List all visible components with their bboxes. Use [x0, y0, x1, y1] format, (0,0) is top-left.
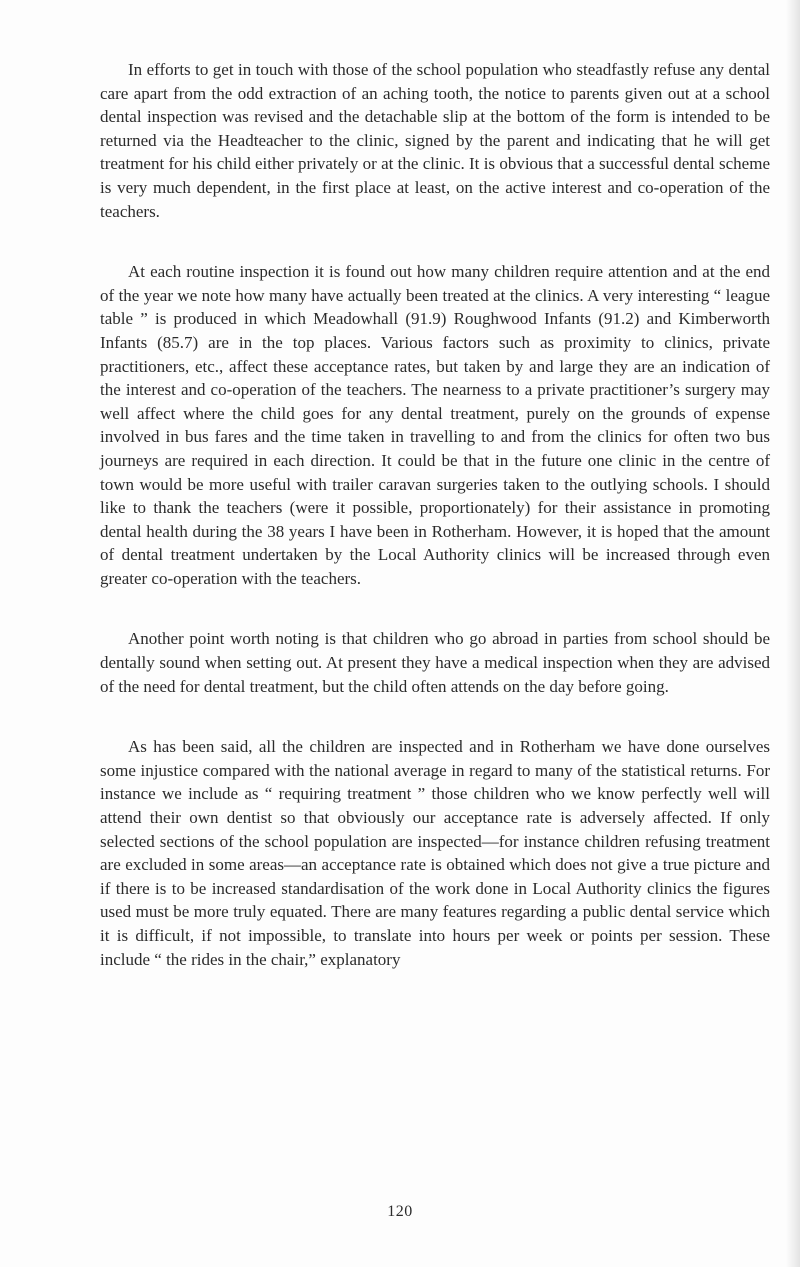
paragraph-statistical-returns: As has been said, all the children are inspected and in Rotherham we have done ourselves some injustice compared with the national average in regard to many of the statistical returns. For instance we include as “ requiring treatment ” those children who we know perfectly well will attend their own dentist so that obviously our acceptance rate is adversely affected. If only selected sections of the school population are inspected—for instance children refusing treatment are excluded in some areas—an acceptance rate is obtained which does not give a true picture and if there is to be increased standardisation of the work done in Local Authority clinics the figures used must be more truly equated. There are many features regarding a public dental service which it is difficult, if not impossible, to translate into hours per week or points per session. These include “ the rides in the chair,” explanatory — [100, 737, 770, 969]
page-edge-shadow — [786, 0, 800, 1267]
paragraph-league-table: At each routine inspection it is found out how many children require attention and at the end of the year we note how many have actually been treated at the clinics. A very interesting “ league table ” is produced in which Meadowhall (91.9) Roughwood Infants (91.2) and Kimberworth Infants (85.7) are in the top places. Various factors such as proximity to clinics, private practitioners, etc., affect these acceptance rates, but taken by and large they are an indication of the interest and co-operation of the teachers. The nearness to a private practitioner’s surgery may well affect where the child goes for any dental treatment, purely on the grounds of expense involved in bus fares and the time taken in travelling to and from the clinics for often two bus journeys are required in each direction. It could be that in the future one clinic in the centre of town would be more useful with trailer caravan surgeries taken to the outlying schools. I should like to thank the teachers (were it possible, proportionately) for their assistance in promoting dental health during the 38 years I have been in Rotherham. However, it is hoped that the amount of dental treatment undertaken by the Local Authority clinics will be increased through even greater co-operation with the teachers. — [100, 262, 770, 588]
paragraph-dental-notice: In efforts to get in touch with those of the school population who steadfastly refuse any dental care apart from the odd extraction of an aching tooth, the notice to parents given out at a school dental inspection was revised and the detachable slip at the bottom of the form is intended to be returned via the Headteacher to the clinic, signed by the parent and indicating that he will get treatment for his child either privately or at the clinic. It is obvious that a successful dental scheme is very much dependent, in the first place at least, on the active interest and co-operation of the teachers. — [100, 60, 770, 221]
page-number: 120 — [387, 1203, 413, 1220]
paragraph-school-parties: Another point worth noting is that children who go abroad in parties from school should be dentally sound when setting out. At present they have a medical inspection when they are advised of the need for dental treatment, but the child often attends on the day before going. — [100, 629, 770, 696]
body-text — [100, 58, 770, 971]
